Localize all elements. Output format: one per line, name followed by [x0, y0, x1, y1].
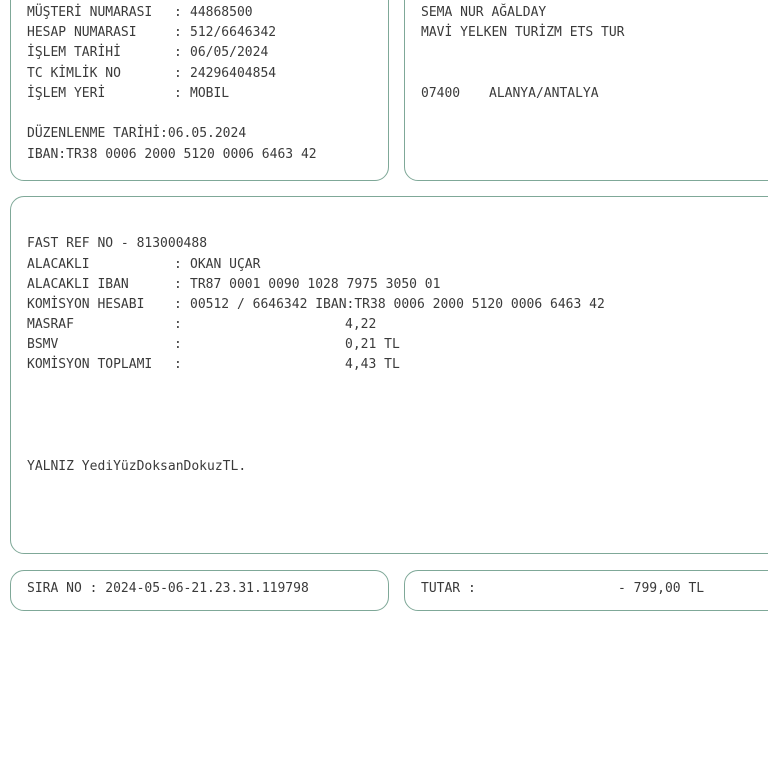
- colon: :: [174, 317, 182, 332]
- txn-place-label: İŞLEM YERİ: [27, 86, 106, 101]
- amount-in-words: YALNIZ YediYüzDoksanDokuzTL.: [27, 459, 247, 474]
- colon: :: [174, 257, 182, 272]
- account-no-value: 512/6646342: [190, 25, 277, 40]
- account-no-label: HESAP NUMARASI: [27, 25, 137, 40]
- customer-name: SEMA NUR AĞALDAY: [421, 5, 547, 20]
- colon: :: [174, 86, 182, 101]
- receiver-value: OKAN UÇAR: [190, 257, 261, 272]
- colon: :: [174, 277, 182, 292]
- customer-company: MAVİ YELKEN TURİZM ETS TUR: [421, 25, 625, 40]
- commission-total-value: 4,43 TL: [345, 357, 400, 372]
- iban-value: TR38 0006 2000 5120 0006 6463 42: [66, 147, 317, 162]
- colon: :: [174, 5, 182, 20]
- txn-place-value: MOBIL: [190, 86, 230, 101]
- sequence-line: [27, 581, 309, 597]
- colon: :: [174, 357, 182, 372]
- customer-no-label: MÜŞTERİ NUMARASI: [27, 5, 153, 20]
- receiver-iban-label: ALACAKLI IBAN: [27, 277, 129, 292]
- fee-value: 4,22: [345, 317, 377, 332]
- iban-line: [27, 147, 317, 163]
- tc-label: TC KİMLİK NO: [27, 66, 121, 81]
- sequence-label: SIRA NO :: [27, 581, 98, 596]
- tc-value: 24296404854: [190, 66, 277, 81]
- colon: :: [174, 45, 182, 60]
- receiver-iban-value: TR87 0001 0090 1028 7975 3050 01: [190, 277, 441, 292]
- colon: :: [174, 66, 182, 81]
- colon: :: [174, 25, 182, 40]
- bsmv-value: 0,21 TL: [345, 337, 400, 352]
- fast-ref-value: 813000488: [136, 236, 208, 251]
- bsmv-label: BSMV: [27, 337, 59, 352]
- issue-date-line: [27, 126, 246, 142]
- colon: :: [174, 337, 182, 352]
- sequence-value: 2024-05-06-21.23.31.119798: [105, 581, 309, 596]
- amount-value: - 799,00 TL: [618, 581, 705, 596]
- iban-label: IBAN:: [27, 147, 67, 162]
- commission-account-value: 00512 / 6646342 IBAN:TR38 0006 2000 5120 0006 6463 42: [190, 297, 605, 312]
- fee-label: MASRAF: [27, 317, 74, 332]
- fast-ref-label: FAST REF NO -: [27, 236, 129, 251]
- commission-total-label: KOMİSYON TOPLAMI: [27, 357, 153, 372]
- receiver-label: ALACAKLI: [27, 257, 90, 272]
- customer-city: ALANYA/ANTALYA: [489, 86, 599, 101]
- commission-account-label: KOMİSYON HESABI: [27, 297, 145, 312]
- issue-date-value: 06.05.2024: [167, 126, 247, 141]
- txn-date-value: 06/05/2024: [190, 45, 269, 60]
- issue-date-label: DÜZENLENME TARİHİ:: [27, 126, 168, 141]
- txn-date-label: İŞLEM TARİHİ: [27, 45, 121, 60]
- amount-label: TUTAR :: [421, 581, 476, 596]
- customer-postal-code: 07400: [421, 86, 461, 101]
- customer-no-value: 44868500: [190, 5, 253, 20]
- colon: :: [174, 297, 182, 312]
- fast-ref-line: [27, 236, 207, 252]
